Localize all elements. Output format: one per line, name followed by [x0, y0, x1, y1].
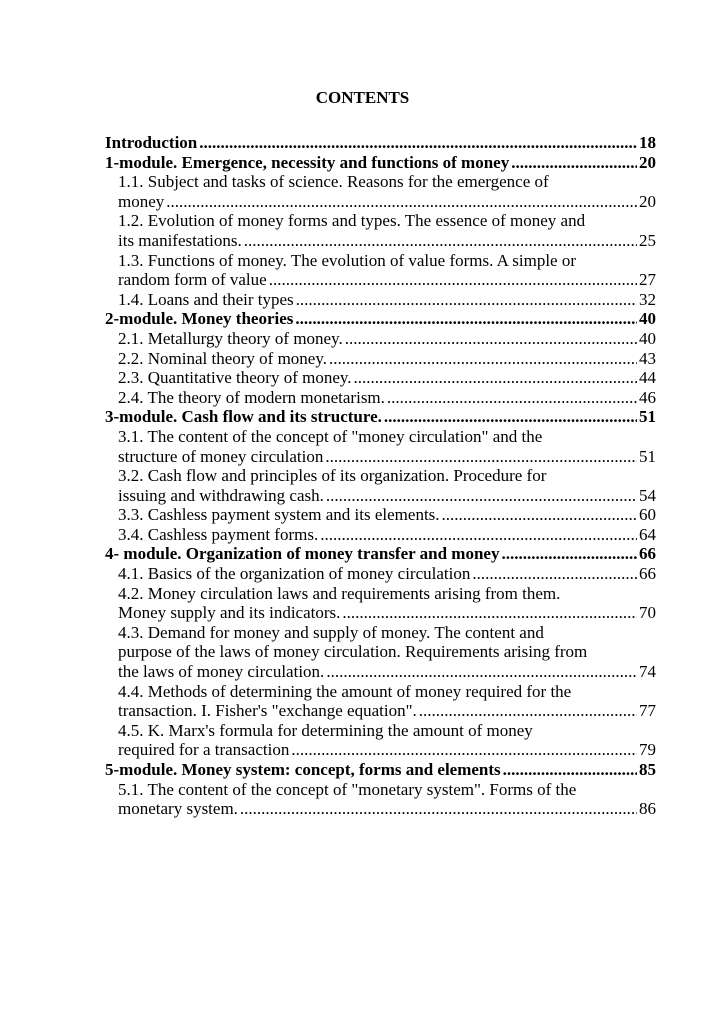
toc-entry-text: purpose of the laws of money circulation. Requirements arising from: [118, 642, 588, 662]
toc-entry-text: 4.1. Basics of the organization of money circulation: [118, 564, 471, 584]
toc-section-entry[interactable]: [105, 721, 656, 760]
toc-entry-text: 3.4. Cashless payment forms.: [118, 524, 319, 544]
toc-module-entry[interactable]: [105, 407, 656, 427]
dot-leader: [269, 270, 637, 290]
toc-entry-text: 3.3. Cashless payment system and its elements.: [118, 505, 440, 525]
toc-entry-text: Introduction: [105, 133, 198, 152]
toc-page-number: 32: [639, 289, 656, 309]
dot-leader: [326, 662, 637, 682]
toc-section-entry[interactable]: [105, 466, 656, 505]
dot-leader: [342, 603, 637, 623]
dot-leader: [329, 349, 637, 369]
dot-leader: [326, 486, 637, 506]
dot-leader: [503, 760, 637, 780]
dot-leader: [511, 153, 637, 173]
toc-page-number: 85: [639, 760, 656, 779]
toc-entry-text: 4.5. K. Marx's formula for determining the amount of money: [118, 720, 533, 740]
toc-page-number: 51: [639, 407, 656, 427]
toc-entry-text: 3-module. Cash flow and its structure.: [105, 407, 382, 427]
toc-entry-text: 3.2. Cash flow and principles of its organization. Procedure for: [118, 466, 547, 486]
toc-entry-text: 2.4. The theory of modern monetarism.: [118, 387, 385, 407]
toc-entry-text: 1.3. Functions of money. The evolution of value forms. A simple or: [118, 250, 577, 270]
toc-entry-text: transaction. I. Fisher's "exchange equation".: [118, 701, 417, 721]
toc-page-number: 40: [639, 328, 656, 348]
dot-leader: [325, 447, 637, 467]
dot-leader: [384, 407, 637, 427]
page-title: CONTENTS: [315, 88, 410, 107]
toc-section-entry[interactable]: [105, 682, 656, 721]
toc-page-number: 86: [639, 799, 656, 819]
toc-page-number: 77: [639, 701, 656, 721]
toc-module-entry[interactable]: [105, 153, 656, 173]
toc-module-entry[interactable]: [105, 544, 656, 564]
dot-leader: [295, 309, 637, 329]
dot-leader: [354, 368, 637, 388]
dot-leader: [296, 290, 637, 310]
table-of-contents: [105, 133, 656, 819]
toc-section-entry[interactable]: [105, 172, 656, 211]
toc-page-number: 18: [639, 133, 656, 152]
toc-entry-text: 2-module. Money theories: [105, 309, 294, 329]
toc-entry-text: 1.4. Loans and their types: [118, 289, 294, 309]
toc-entry-text: 4.3. Demand for money and supply of money. The content and: [118, 622, 544, 642]
toc-page-number: 79: [639, 740, 656, 760]
toc-page-number: 40: [639, 309, 656, 329]
toc-entry-text: random form of value: [118, 270, 267, 290]
toc-section-entry[interactable]: [105, 584, 656, 623]
toc-entry-text: money: [118, 191, 165, 211]
toc-page-number: 20: [639, 191, 656, 211]
dot-leader: [442, 505, 637, 525]
toc-section-entry[interactable]: [105, 427, 656, 466]
toc-page-number: 64: [639, 524, 656, 544]
toc-section-entry[interactable]: [105, 290, 656, 310]
toc-entry-text: its manifestations.: [118, 230, 242, 250]
toc-entry-text: 2.3. Quantitative theory of money.: [118, 368, 352, 388]
toc-page-number: 51: [639, 446, 656, 466]
toc-section-entry[interactable]: [105, 564, 656, 584]
toc-module-entry[interactable]: [105, 309, 656, 329]
toc-section-entry[interactable]: [105, 251, 656, 290]
toc-entry-text: 5-module. Money system: concept, forms and elements: [105, 760, 501, 779]
toc-page-number: 70: [639, 603, 656, 623]
toc-entry-text: 3.1. The content of the concept of "money circulation" and the: [118, 426, 543, 446]
toc-entry-text: 1.1. Subject and tasks of science. Reasons for the emergence of: [118, 172, 549, 192]
toc-section-entry[interactable]: [105, 349, 656, 369]
dot-leader: [240, 799, 637, 819]
toc-entry-text: required for a transaction: [118, 740, 290, 760]
dot-leader: [472, 564, 637, 584]
toc-entry-text: 2.1. Metallurgy theory of money.: [118, 328, 343, 348]
toc-entry-text: 4.2. Money circulation laws and requirements arising from them.: [118, 583, 561, 603]
toc-entry-text: 1.2. Evolution of money forms and types. The essence of money and: [118, 211, 586, 231]
toc-section-entry[interactable]: [105, 329, 656, 349]
dot-leader: [345, 329, 637, 349]
toc-module-entry[interactable]: [105, 760, 656, 780]
dot-leader: [166, 192, 637, 212]
toc-section-entry[interactable]: [105, 211, 656, 250]
toc-entry-text: Money supply and its indicators.: [118, 603, 341, 623]
toc-page-number: 44: [639, 368, 656, 388]
toc-entry-text: 5.1. The content of the concept of "monetary system". Forms of the: [118, 779, 577, 799]
toc-section-entry[interactable]: [105, 505, 656, 525]
toc-page-number: 60: [639, 505, 656, 525]
toc-page-number: 43: [639, 348, 656, 368]
toc-page-number: 27: [639, 270, 656, 290]
dot-leader: [291, 740, 637, 760]
toc-entry-text: the laws of money circulation.: [118, 662, 325, 682]
toc-section-entry[interactable]: [105, 623, 656, 682]
toc-page-number: 25: [639, 230, 656, 250]
toc-page-number: 66: [639, 544, 656, 564]
toc-page-number: 74: [639, 662, 656, 682]
toc-entry-text: 2.2. Nominal theory of money.: [118, 348, 327, 368]
dot-leader: [320, 525, 637, 545]
dot-leader: [199, 133, 637, 153]
dot-leader: [387, 388, 637, 408]
dot-leader: [244, 231, 637, 251]
toc-entry-text: monetary system.: [118, 799, 238, 819]
toc-section-entry[interactable]: [105, 780, 656, 819]
toc-module-entry[interactable]: [105, 133, 656, 153]
dot-leader: [419, 701, 637, 721]
toc-page-number: 46: [639, 387, 656, 407]
toc-page-number: 54: [639, 485, 656, 505]
toc-page-number: 20: [639, 152, 656, 172]
toc-entry-text: issuing and withdrawing cash.: [118, 485, 324, 505]
dot-leader: [501, 544, 637, 564]
toc-entry-text: 1-module. Emergence, necessity and functions of money: [105, 152, 510, 172]
toc-page-number: 66: [639, 564, 656, 584]
toc-section-entry[interactable]: [105, 388, 656, 408]
toc-entry-text: structure of money circulation: [118, 446, 324, 466]
toc-section-entry[interactable]: [105, 525, 656, 545]
toc-section-entry[interactable]: [105, 368, 656, 388]
toc-entry-text: 4.4. Methods of determining the amount of money required for the: [118, 681, 572, 701]
toc-entry-text: 4- module. Organization of money transfer and money: [105, 544, 500, 564]
